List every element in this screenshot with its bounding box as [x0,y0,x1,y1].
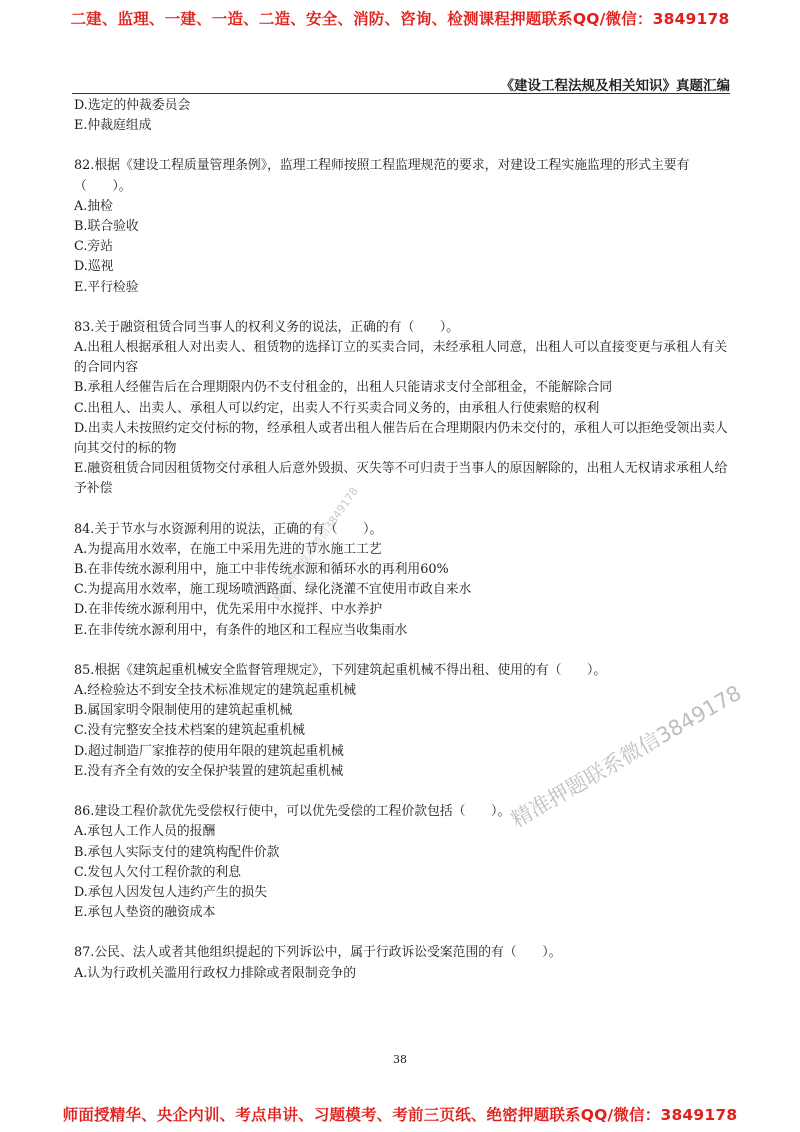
question-85 [74,661,730,782]
prev-option-e: E.仲裁庭组成 [74,118,152,134]
option-d: D.出卖人未按照约定交付标的物，经承租人或者出租人催告后在合理期限内仍未交付的，承租人可以拒绝受领出卖人向其交付的标的物 [74,420,728,457]
question-stem: 86.建设工程价款优先受偿权行使中，可以优先受偿的工程价款包括（ ）。 [74,804,511,820]
top-promo-banner: 二建、监理、一建、一造、二造、安全、消防、咨询、检测课程押题联系QQ/微信：3849178 [70,10,730,28]
bottom-promo-banner: 师面授精华、央企内训、考点串讲、习题模考、考前三页纸、绝密押题联系QQ/微信：3849178 [62,1106,738,1124]
option-c: C.旁站 [74,239,113,255]
option-d: D.承包人因发包人违约产生的损失 [74,884,268,900]
option-c: C.没有完整安全技术档案的建筑起重机械 [74,723,305,739]
option-e: E.在非传统水源利用中，有条件的地区和工程应当收集雨水 [74,622,408,638]
option-d: D.巡视 [74,259,114,275]
question-87 [74,943,730,983]
question-stem: 82.根据《建设工程质量管理条例》，监理工程师按照工程监理规范的要求，对建设工程实施监理的形式主要有（ ）。 [74,158,690,194]
document-header-title: 《建设工程法规及相关知识》真题汇编 [500,78,730,94]
question-82 [74,156,730,297]
option-b: B.属国家明令限制使用的建筑起重机械 [74,703,293,719]
prev-option-d: D.选定的仲裁委员会 [74,98,191,113]
question-stem: 87.公民、法人或者其他组织提起的下列诉讼中，属于行政诉讼受案范围的有（ ）。 [74,945,562,961]
option-b: B.承租人经催告后在合理期限内仍不支付租金的，出租人只能请求支付全部租金，不能解除合同 [74,380,613,396]
option-c: C.为提高用水效率，施工现场喷洒路面、绿化浇灌不宜使用市政自来水 [74,582,472,598]
watermark-large: 精准押题联系微信3849178 [507,680,746,833]
question-83 [74,318,730,500]
option-e: E.融资租赁合同因租赁物交付承租人后意外毁损、灭失等不可归责于当事人的原因解除的，出租人无权请求承租人给予补偿 [74,461,728,497]
option-d: D.超过制造厂家推荐的使用年限的建筑起重机械 [74,743,344,759]
question-content [74,96,730,984]
question-stem: 85.根据《建筑起重机械安全监督管理规定》，下列建筑起重机械不得出租、使用的有（ ）。 [74,662,607,678]
option-b: B.承包人实际支付的建筑构配件价款 [74,844,280,860]
option-d: D.在非传统水源利用中，优先采用中水搅拌、中水养护 [74,602,383,618]
option-b: B.在非传统水源利用中，施工中非传统水源和循环水的再利用60% [74,562,449,578]
watermark-small: 精准押题联系微信3849178 [271,484,361,605]
question-stem: 84.关于节水与水资源利用的说法，正确的有（ ）。 [74,521,383,537]
option-b: B.联合验收 [74,219,139,235]
option-e: E.平行检验 [74,279,139,295]
option-a: A.经检验达不到安全技术标准规定的建筑起重机械 [74,683,357,699]
header-divider [72,93,730,94]
option-a: A.抽检 [74,198,113,214]
option-c: C.出租人、出卖人、承租人可以约定，出卖人不行买卖合同义务的，由承租人行使索赔的权利 [74,400,600,416]
option-a: A.承包人工作人员的报酬 [74,824,216,840]
option-a: A.出租人根据承租人对出卖人、租赁物的选择订立的买卖合同，未经承租人同意，出租人可以直接变更与承租人有关的合同内容 [74,340,728,376]
page-number: 38 [393,1053,407,1066]
question-84 [74,520,730,641]
option-e: E.没有齐全有效的安全保护装置的建筑起重机械 [74,763,344,779]
question-stem: 83.关于融资租赁合同当事人的权利义务的说法，正确的有（ ）。 [74,319,460,335]
option-e: E.承包人垫资的融资成本 [74,905,216,921]
question-86 [74,802,730,923]
option-c: C.发包人欠付工程价款的利息 [74,864,241,880]
option-a: A.为提高用水效率，在施工中采用先进的节水施工工艺 [74,541,382,557]
option-a: A.认为行政机关滥用行政权力排除或者限制竞争的 [74,965,357,981]
